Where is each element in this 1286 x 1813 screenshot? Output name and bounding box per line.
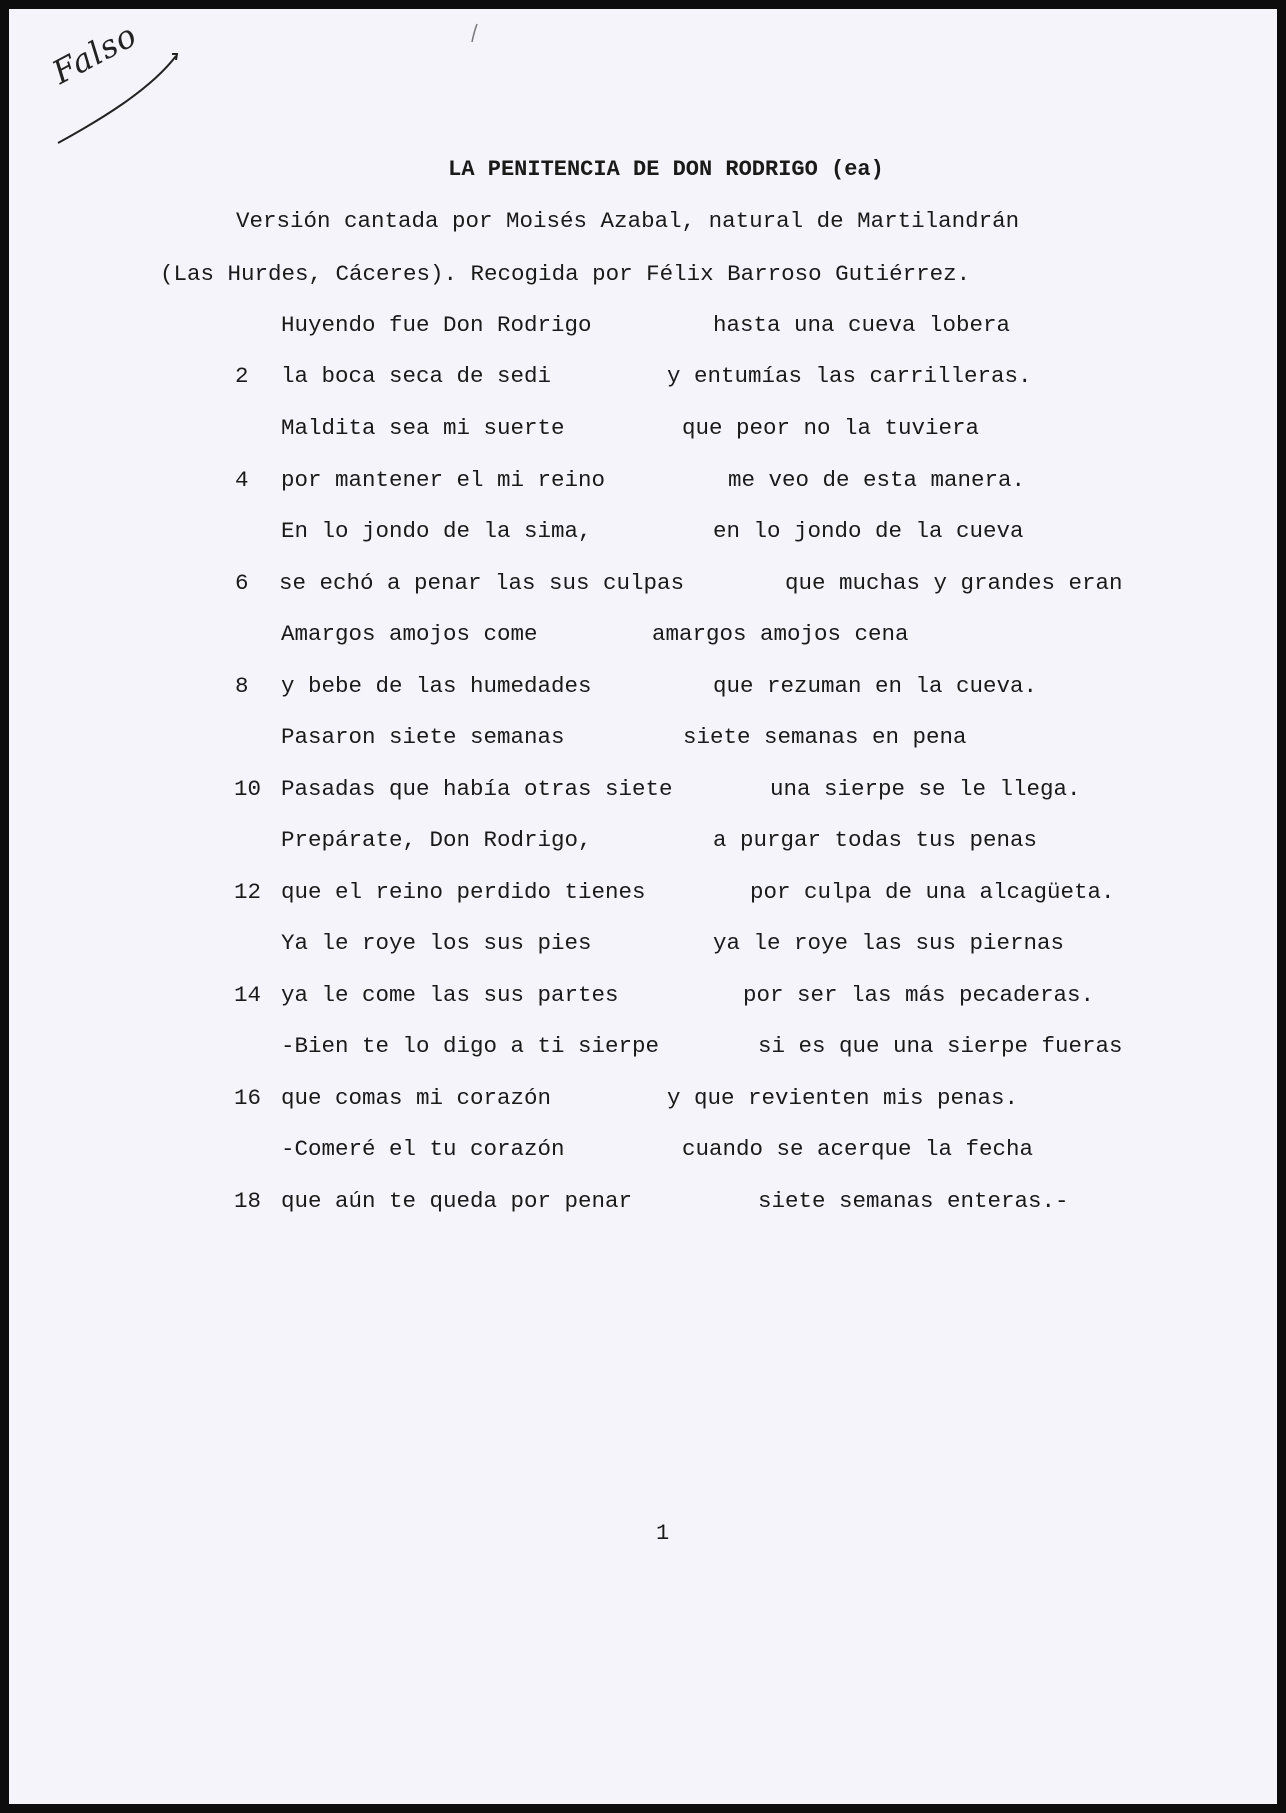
verse-second-hemistich: en lo jondo de la cueva [713, 518, 1024, 544]
verse-second-hemistich: a purgar todas tus penas [713, 827, 1038, 853]
verse-number: 4 [235, 467, 249, 493]
verse-second-hemistich: amargos amojos cena [652, 621, 909, 647]
verse-second-hemistich: ya le roye las sus piernas [713, 930, 1065, 956]
verse-line [0, 879, 1286, 909]
verse-first-hemistich: Pasaron siete semanas [281, 724, 565, 750]
verse-line [0, 673, 1286, 703]
verse-first-hemistich: -Bien te lo digo a ti sierpe [281, 1033, 660, 1059]
verse-line [0, 982, 1286, 1012]
verse-line [0, 312, 1286, 342]
verse-number: 14 [234, 982, 262, 1008]
verse-second-hemistich: siete semanas enteras.- [758, 1188, 1069, 1214]
verse-line [0, 1136, 1286, 1166]
verse-second-hemistich: y entumías las carrilleras. [667, 363, 1032, 389]
verse-first-hemistich: Prepárate, Don Rodrigo, [281, 827, 592, 853]
verse-first-hemistich: se echó a penar las sus culpas [279, 570, 685, 596]
verse-number: 12 [234, 879, 262, 905]
verse-number: 10 [234, 776, 262, 802]
verse-line [0, 363, 1286, 393]
verse-line [0, 827, 1286, 857]
verse-second-hemistich: y que revienten mis penas. [667, 1085, 1019, 1111]
verse-line [0, 1085, 1286, 1115]
intro-line-1: Versión cantada por Moisés Azabal, natural de Martilandrán [236, 208, 1020, 234]
verse-second-hemistich: por ser las más pecaderas. [743, 982, 1095, 1008]
verse-second-hemistich: siete semanas en pena [683, 724, 967, 750]
handwritten-annotation [40, 15, 200, 150]
verse-line [0, 570, 1286, 600]
verse-second-hemistich: por culpa de una alcagüeta. [750, 879, 1115, 905]
verse-first-hemistich: Huyendo fue Don Rodrigo [281, 312, 592, 338]
verse-first-hemistich: Amargos amojos come [281, 621, 538, 647]
poem-title: LA PENITENCIA DE DON RODRIGO (ea) [448, 157, 884, 182]
verse-number: 16 [234, 1085, 262, 1111]
verse-line [0, 930, 1286, 960]
verse-first-hemistich: que el reino perdido tienes [281, 879, 646, 905]
verse-first-hemistich: ya le come las sus partes [281, 982, 619, 1008]
verse-first-hemistich: por mantener el mi reino [281, 467, 606, 493]
verse-line [0, 467, 1286, 497]
verse-number: 6 [235, 570, 249, 596]
verse-line [0, 1188, 1286, 1218]
verse-second-hemistich: hasta una cueva lobera [713, 312, 1011, 338]
verse-second-hemistich: que rezuman en la cueva. [713, 673, 1038, 699]
verse-second-hemistich: una sierpe se le llega. [770, 776, 1081, 802]
verse-second-hemistich: que muchas y grandes eran [785, 570, 1123, 596]
verse-first-hemistich: En lo jondo de la sima, [281, 518, 592, 544]
verse-first-hemistich: y bebe de las humedades [281, 673, 592, 699]
verse-number: 2 [235, 363, 249, 389]
annotation-underline [40, 40, 200, 150]
verse-first-hemistich: -Comeré el tu corazón [281, 1136, 565, 1162]
intro-line-2: (Las Hurdes, Cáceres). Recogida por Félix Barroso Gutiérrez. [160, 261, 971, 287]
page-number: 1 [656, 1521, 670, 1546]
verse-line [0, 518, 1286, 548]
verse-line [0, 1033, 1286, 1063]
verse-first-hemistich: la boca seca de sedi [281, 363, 552, 389]
verse-first-hemistich: que comas mi corazón [281, 1085, 552, 1111]
verse-line [0, 776, 1286, 806]
verse-first-hemistich: Maldita sea mi suerte [281, 415, 565, 441]
verse-first-hemistich: Ya le roye los sus pies [281, 930, 592, 956]
verse-first-hemistich: Pasadas que había otras siete [281, 776, 673, 802]
verse-second-hemistich: si es que una sierpe fueras [758, 1033, 1123, 1059]
verse-first-hemistich: que aún te queda por penar [281, 1188, 633, 1214]
annotation-text: Falso [46, 15, 144, 92]
verse-number: 8 [235, 673, 249, 699]
pen-mark-icon [468, 22, 482, 46]
verse-second-hemistich: me veo de esta manera. [728, 467, 1026, 493]
verse-second-hemistich: que peor no la tuviera [682, 415, 980, 441]
verse-number: 18 [234, 1188, 262, 1214]
verse-second-hemistich: cuando se acerque la fecha [682, 1136, 1034, 1162]
verse-line [0, 724, 1286, 754]
verse-line [0, 621, 1286, 651]
verse-line [0, 415, 1286, 445]
